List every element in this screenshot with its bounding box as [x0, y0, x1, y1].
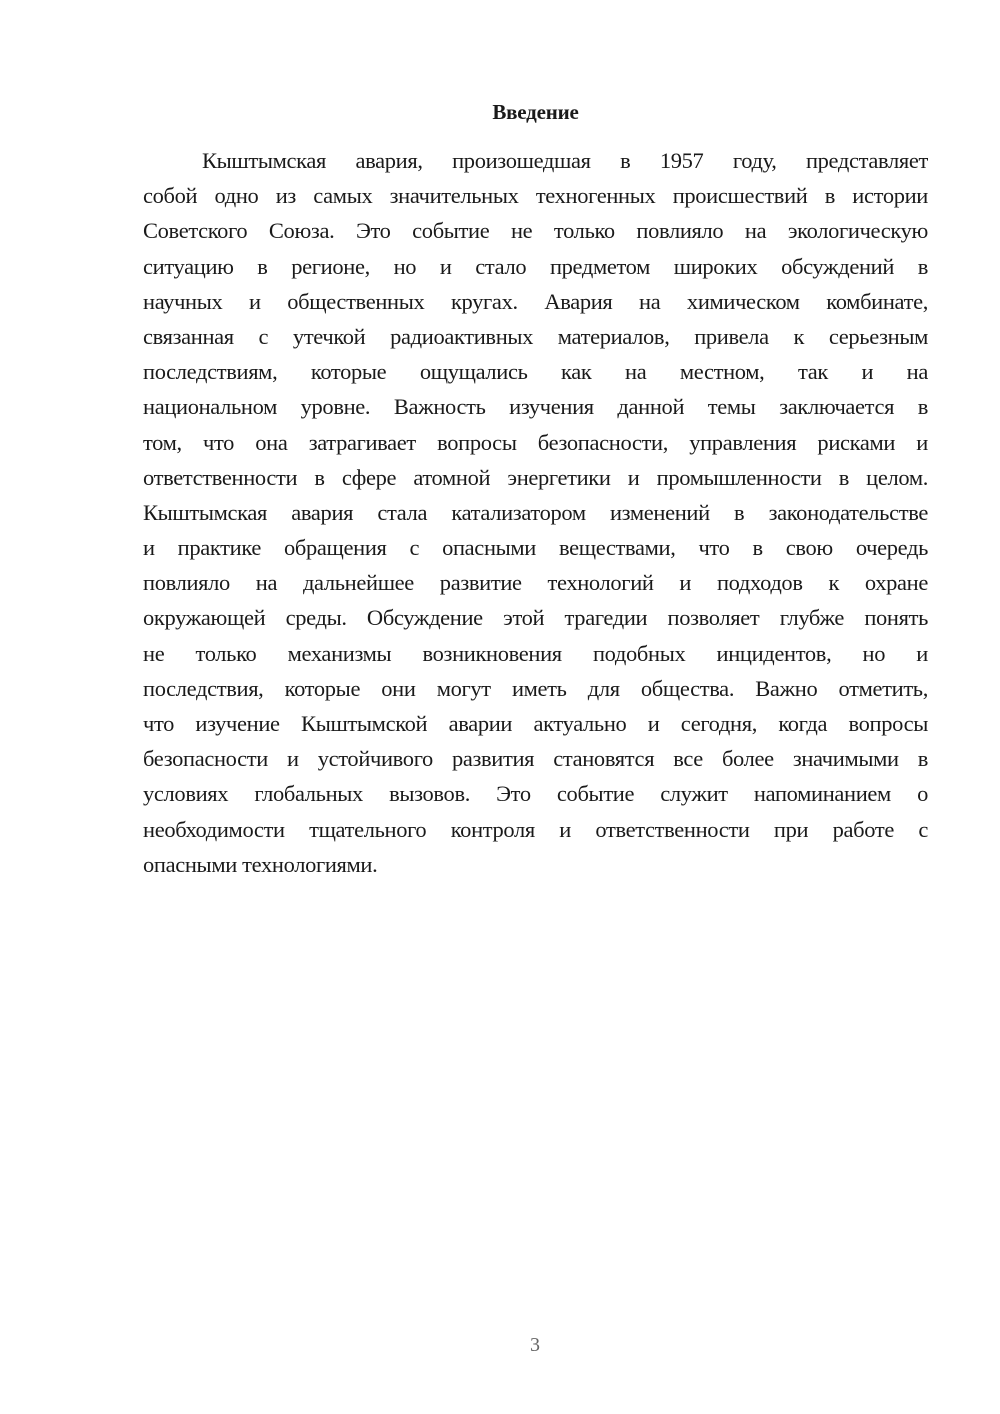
paragraph-line: опасными технологиями.: [143, 851, 378, 877]
paragraph-line: Кыштымская авария стала катализатором изменений в законодательстве: [143, 499, 928, 525]
paragraph-line: и практике обращения с опасными веществами, что в свою очередь: [143, 535, 928, 561]
section-heading: Введение: [492, 100, 579, 124]
paragraph-line: окружающей среды. Обсуждение этой трагедии позволяет глубже понять: [143, 605, 928, 631]
paragraph-line: что изучение Кыштымской аварии актуально и сегодня, когда вопросы: [143, 711, 928, 736]
paragraph-line: ситуацию в регионе, но и стало предметом широких обсуждений в: [143, 253, 928, 279]
paragraph-line: повлияло на дальнейшее развитие технологий и подходов к охране: [143, 570, 928, 596]
paragraph-line: научных и общественных кругах. Авария на химическом комбинате,: [143, 288, 928, 314]
paragraph-line: не только механизмы возникновения подобных инцидентов, но и: [143, 640, 928, 666]
paragraph-line: последствия, которые они могут иметь для общества. Важно отметить,: [143, 675, 928, 701]
paragraph-line: связанная с утечкой радиоактивных материалов, привела к серьезным: [143, 323, 928, 349]
paragraph-line: национальном уровне. Важность изучения данной темы заключается в: [143, 394, 928, 420]
paragraph-line: собой одно из самых значительных техногенных происшествий в истории: [143, 183, 928, 209]
paragraph-line: последствиям, которые ощущались как на местном, так и на: [143, 359, 928, 385]
paragraph-line: Кыштымская авария, произошедшая в 1957 году, представляет: [202, 148, 928, 173]
paragraph-line: ответственности в сфере атомной энергетики и промышленности в целом.: [143, 464, 928, 490]
page-number: 3: [530, 1334, 540, 1356]
paragraph-line: необходимости тщательного контроля и ответственности при работе с: [143, 816, 928, 842]
paragraph-line: условиях глобальных вызовов. Это событие служит напоминанием о: [143, 781, 928, 807]
paragraph-line: безопасности и устойчивого развития становятся все более значимыми в: [143, 746, 928, 772]
paragraph-line: Советского Союза. Это событие не только повлияло на экологическую: [143, 218, 928, 244]
body-paragraph: [143, 143, 928, 882]
paragraph-line: том, что она затрагивает вопросы безопасности, управления рисками и: [143, 429, 928, 455]
